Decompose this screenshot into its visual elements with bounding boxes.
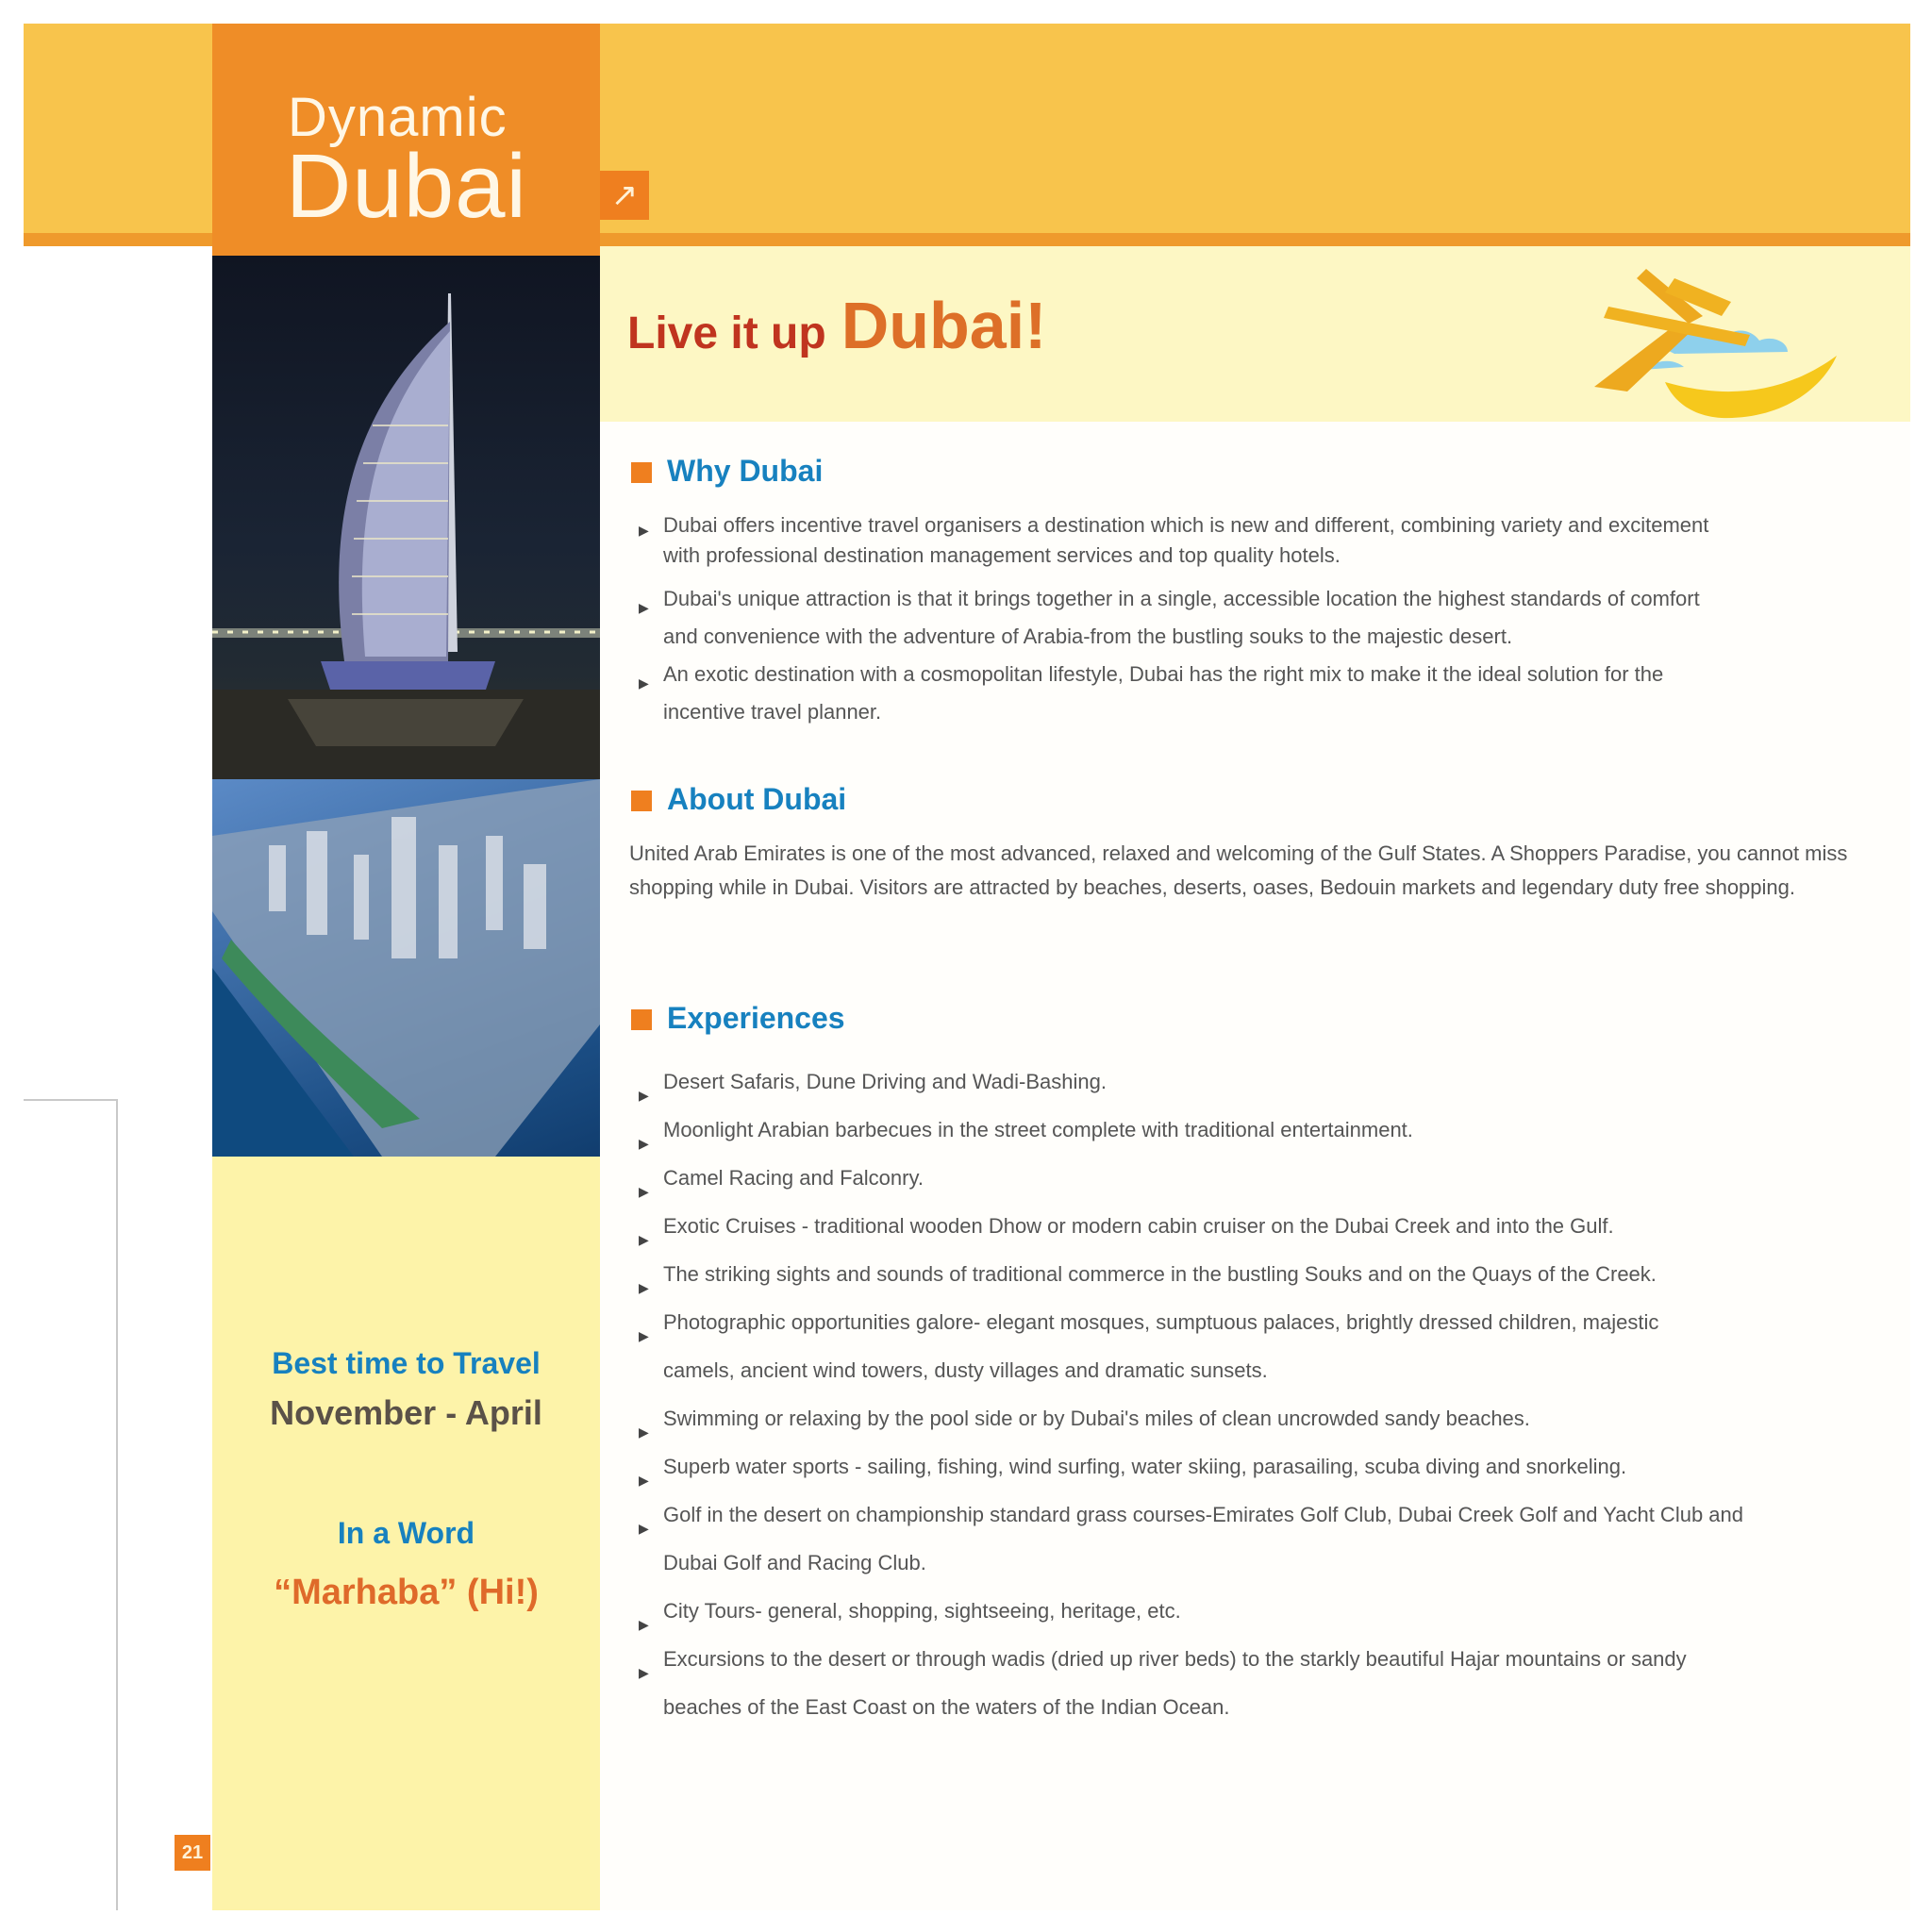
list-item: [631, 1154, 1743, 1202]
section-title-experiences: [631, 1001, 845, 1036]
triangle-right-icon: ▶: [639, 1232, 649, 1247]
page-number: 21: [175, 1835, 210, 1871]
about-dubai-text: United Arab Emirates is one of the most advanced, relaxed and welcoming of the Gulf States. A Shoppers Paradise, you cannot miss shopping while in Dubai. Visitors are attracted by beaches, deserts, oases, Bedouin markets and legendary duty free shopping.: [629, 841, 1848, 899]
section-title-why-dubai: [631, 454, 823, 489]
best-time-label: Best time to Travel: [272, 1346, 541, 1380]
section-title-about-dubai: [631, 782, 846, 817]
airplane-icon: [1590, 259, 1854, 429]
list-item-line: Superb water sports - sailing, fishing, wind surfing, water skiing, parasailing, scuba diving and snorkeling.: [663, 1455, 1627, 1478]
triangle-right-icon: ▶: [639, 1136, 649, 1151]
list-item: [631, 1635, 1743, 1731]
list-item-line: Dubai Golf and Racing Club.: [663, 1551, 926, 1574]
list-item: [631, 656, 1708, 731]
triangle-right-icon: ▶: [639, 1617, 649, 1632]
title-small: Dynamic: [288, 87, 508, 148]
list-item: [631, 1298, 1743, 1394]
best-time-value: November - April: [270, 1393, 542, 1432]
list-item: [631, 510, 1708, 580]
list-item-line: Dubai offers incentive travel organisers a destination which is new and different, combining variety and excitement: [663, 513, 1709, 537]
list-item-line: Camel Racing and Falconry.: [663, 1166, 924, 1190]
why-dubai-label: Why Dubai: [667, 454, 824, 488]
list-item-line: Excursions to the desert or through wadis (dried up river beds) to the starkly beautiful Hajar mountains or sandy: [663, 1647, 1687, 1671]
experiences-label: Experiences: [667, 1001, 845, 1035]
headline: [627, 288, 1046, 363]
list-item: [631, 1442, 1743, 1491]
arrow-up-right-icon: ↗: [600, 171, 649, 220]
list-item-line: Dubai's unique attraction is that it brings together in a single, accessible location the highest standards of comfort: [663, 587, 1700, 610]
triangle-right-icon: ▶: [639, 1473, 649, 1488]
headline-part2: Dubai!: [841, 289, 1047, 362]
in-a-word-value: “Marhaba” (Hi!): [274, 1573, 539, 1612]
experiences-list: [631, 1058, 1743, 1731]
list-item-line: An exotic destination with a cosmopolitan lifestyle, Dubai has the right mix to make it the ideal solution for the: [663, 662, 1664, 686]
list-item-line: beaches of the East Coast on the waters of the Indian Ocean.: [663, 1695, 1230, 1719]
title-big: Dubai: [286, 136, 527, 237]
about-dubai-label: About Dubai: [667, 782, 847, 816]
list-item-line: with professional destination management services and top quality hotels.: [663, 543, 1341, 567]
triangle-right-icon: ▶: [639, 600, 649, 615]
triangle-right-icon: ▶: [639, 1424, 649, 1440]
list-item: [631, 580, 1708, 656]
triangle-right-icon: ▶: [639, 1665, 649, 1680]
burj-al-arab-illustration: [212, 256, 600, 779]
list-item-line: incentive travel planner.: [663, 700, 882, 724]
orange-square-icon: [631, 1009, 652, 1030]
photo-dubai-aerial: [212, 779, 600, 1157]
triangle-right-icon: ▶: [639, 1328, 649, 1343]
dubai-aerial-illustration: [212, 779, 600, 1157]
list-item-line: The striking sights and sounds of traditional commerce in the bustling Souks and on the Quays of the Creek.: [663, 1262, 1657, 1286]
list-item-line: Desert Safaris, Dune Driving and Wadi-Bashing.: [663, 1070, 1107, 1093]
list-item-line: Golf in the desert on championship standard grass courses-Emirates Golf Club, Dubai Creek Golf and Yacht Club and: [663, 1503, 1743, 1526]
list-item: [631, 1394, 1743, 1442]
list-item: [631, 1106, 1743, 1154]
triangle-right-icon: ▶: [639, 1521, 649, 1536]
triangle-right-icon: ▶: [639, 1184, 649, 1199]
headline-part1: Live it up: [627, 308, 826, 358]
orange-square-icon: [631, 462, 652, 483]
list-item: [631, 1058, 1743, 1106]
triangle-right-icon: ▶: [639, 523, 649, 538]
list-item: [631, 1491, 1743, 1587]
photo-burj-al-arab: [212, 256, 600, 779]
triangle-right-icon: ▶: [639, 675, 649, 691]
list-item-line: Swimming or relaxing by the pool side or by Dubai's miles of clean uncrowded sandy beaches.: [663, 1407, 1530, 1430]
brochure-page: [24, 24, 1910, 1910]
triangle-right-icon: ▶: [639, 1088, 649, 1103]
list-item-line: camels, ancient wind towers, dusty villages and dramatic sunsets.: [663, 1358, 1268, 1382]
list-item: [631, 1587, 1743, 1635]
list-item-line: Exotic Cruises - traditional wooden Dhow or modern cabin cruiser on the Dubai Creek and into the Gulf.: [663, 1214, 1614, 1238]
list-item-line: Photographic opportunities galore- elegant mosques, sumptuous palaces, brightly dressed children, majestic: [663, 1310, 1659, 1334]
in-a-word-label: In a Word: [337, 1516, 475, 1550]
triangle-right-icon: ▶: [639, 1280, 649, 1295]
list-item-line: Moonlight Arabian barbecues in the street complete with traditional entertainment.: [663, 1118, 1413, 1141]
list-item-line: City Tours- general, shopping, sightseeing, heritage, etc.: [663, 1599, 1181, 1623]
orange-square-icon: [631, 791, 652, 811]
left-page-frame: [24, 1099, 118, 1910]
list-item-line: and convenience with the adventure of Arabia-from the bustling souks to the majestic desert.: [663, 625, 1513, 648]
list-item: [631, 1250, 1743, 1298]
why-dubai-list: [631, 510, 1708, 731]
list-item: [631, 1202, 1743, 1250]
